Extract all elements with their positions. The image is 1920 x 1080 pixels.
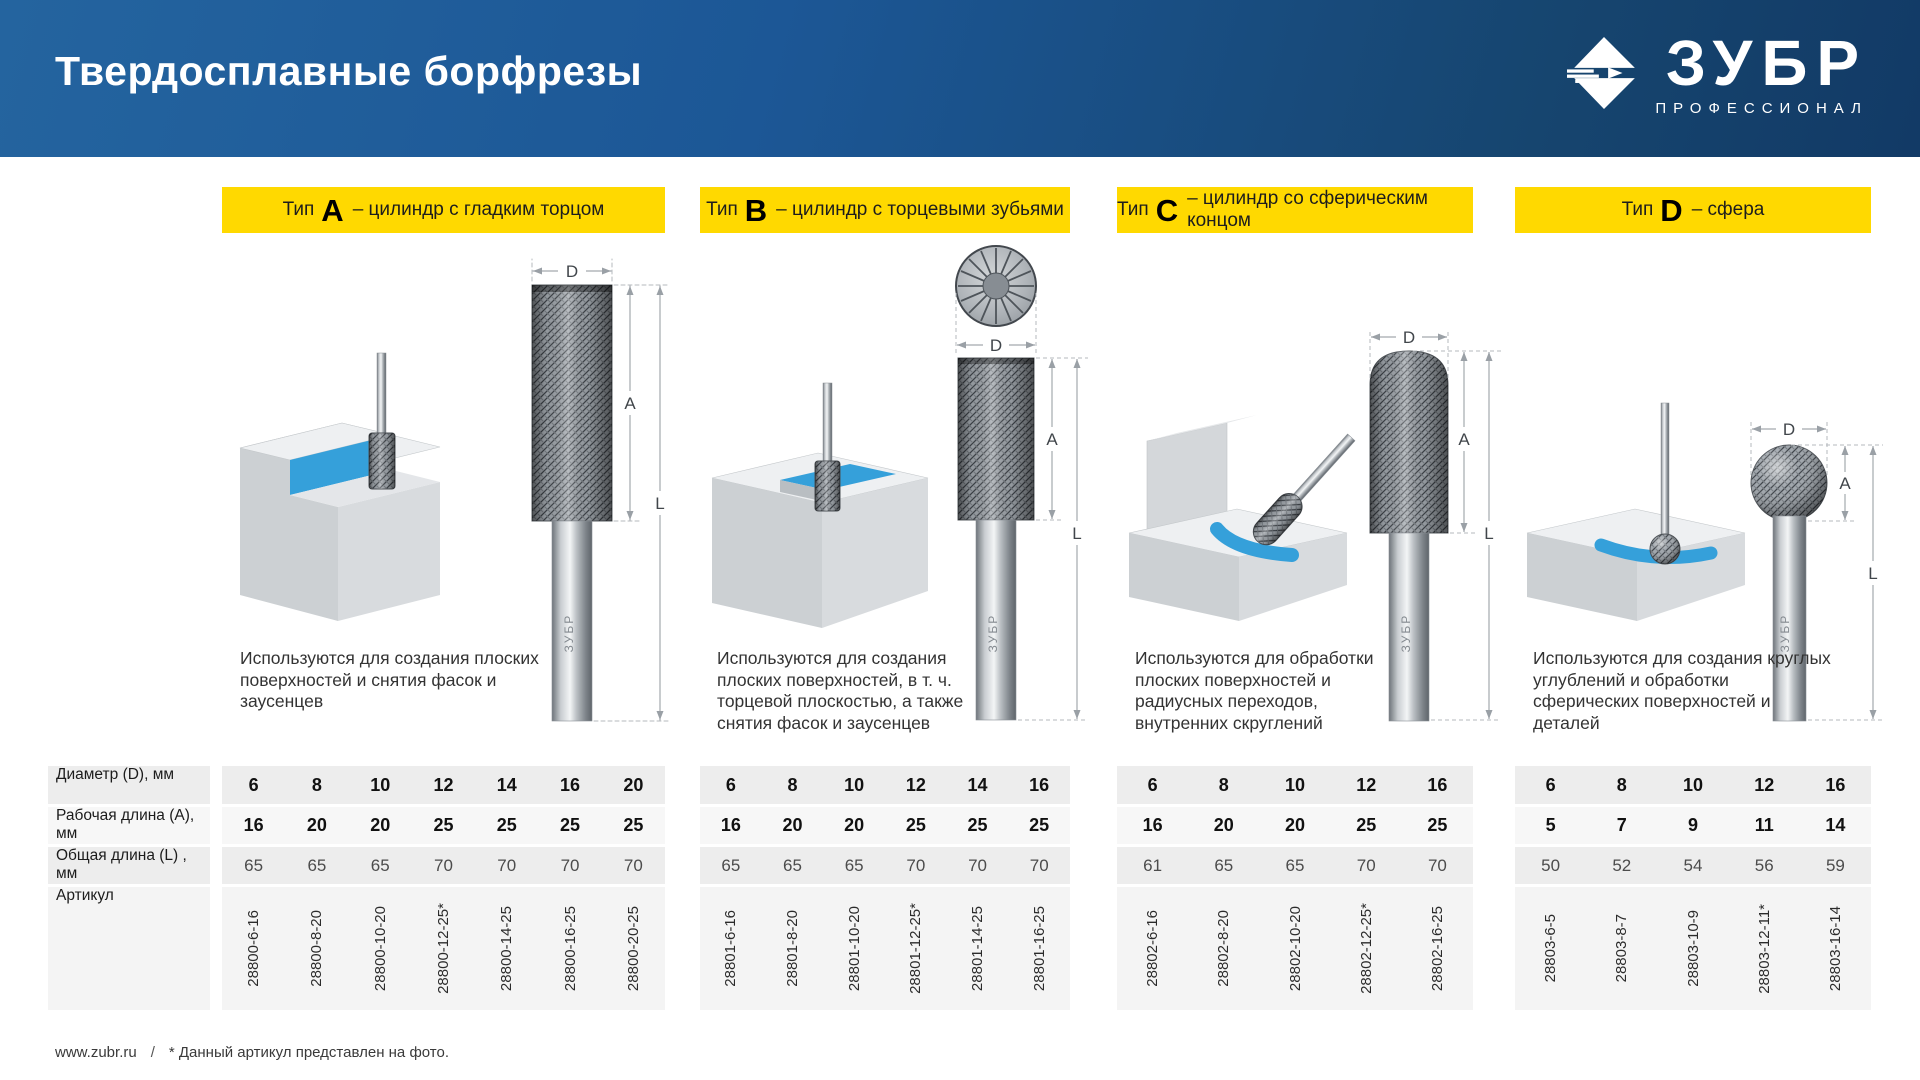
overall-length-value: 56 — [1754, 855, 1774, 875]
diameter-value: 12 — [433, 774, 454, 795]
brand-name: ЗУБР — [1665, 27, 1868, 99]
brand-logo — [1567, 27, 1868, 117]
working-length-value: 25 — [1356, 815, 1377, 835]
diameter-value: 20 — [623, 774, 644, 795]
overall-length-value: 70 — [906, 855, 926, 875]
diameter-value: 8 — [1218, 774, 1229, 795]
footer — [55, 1044, 449, 1061]
diameter-value: 14 — [496, 774, 517, 795]
type-prefix: Тип — [1621, 199, 1654, 220]
working-length-value: 25 — [1029, 815, 1050, 835]
overall-length-value: 70 — [1427, 855, 1447, 875]
overall-length-value: 70 — [1029, 855, 1049, 875]
overall-length-value: 65 — [1285, 855, 1305, 875]
footnote: * Данный артикул представлен на фото. — [168, 1044, 450, 1061]
dim-l-label: L — [655, 494, 665, 513]
working-length-value: 11 — [1754, 815, 1774, 835]
article-number: 28803-6-5 — [1542, 914, 1560, 983]
working-length-row — [1117, 807, 1473, 844]
working-length-value: 25 — [623, 815, 644, 835]
working-length-row — [222, 807, 665, 844]
overall-length-value: 54 — [1683, 855, 1703, 875]
type-prefix: Тип — [1117, 199, 1149, 220]
header-band — [0, 0, 1920, 157]
table-type-b — [700, 766, 1070, 1010]
row-label-working-length: Рабочая длина (A), мм — [48, 807, 210, 844]
working-length-value: 20 — [844, 815, 865, 835]
diameter-value: 16 — [560, 774, 581, 795]
working-length-value: 25 — [433, 815, 454, 835]
working-length-value: 25 — [967, 815, 988, 835]
banner-type-d — [1515, 187, 1871, 233]
diameter-value: 12 — [1356, 774, 1377, 795]
working-length-row — [700, 807, 1070, 844]
type-letter: D — [1660, 192, 1683, 228]
application-illustration-a — [240, 353, 440, 621]
dim-a-label: A — [1458, 430, 1470, 449]
overall-length-row — [1515, 847, 1871, 884]
overall-length-value: 50 — [1541, 855, 1561, 875]
working-length-row — [1515, 807, 1871, 844]
brand-text — [1655, 27, 1868, 117]
row-label-article: Артикул — [48, 887, 210, 1010]
shank-engraving: ЗУБР — [986, 613, 1000, 653]
article-number: 28800-14-25 — [498, 905, 516, 992]
diameter-value: 10 — [370, 774, 391, 795]
diameter-row — [222, 766, 665, 804]
dim-l-label: L — [1868, 564, 1878, 583]
article-number: 28803-10-9 — [1684, 910, 1702, 987]
type-letter: A — [321, 192, 344, 228]
application-illustration-c — [1129, 415, 1361, 621]
working-length-value: 20 — [370, 815, 391, 835]
article-number: 28800-10-20 — [371, 905, 389, 992]
working-length-value: 5 — [1545, 815, 1556, 835]
type-suffix: – цилиндр с гладким торцом — [352, 199, 605, 220]
overall-length-row — [700, 847, 1070, 884]
diameter-value: 16 — [1825, 774, 1846, 795]
diameter-value: 10 — [1682, 774, 1704, 795]
article-number: 28802-12-25* — [1357, 903, 1375, 994]
article-number: 28802-16-25 — [1428, 905, 1446, 992]
diameter-value: 8 — [1616, 774, 1627, 795]
type-letter: C — [1155, 192, 1179, 228]
table-type-a — [222, 766, 665, 1010]
diameter-row — [1515, 766, 1871, 804]
article-number: 28802-6-16 — [1144, 910, 1162, 987]
overall-length-value: 70 — [968, 855, 987, 875]
row-label-overall-length: Общая длина (L) , мм — [48, 847, 210, 884]
dim-d-label: D — [565, 262, 579, 281]
diameter-value: 6 — [1545, 774, 1556, 795]
dim-l-label: L — [1072, 524, 1082, 543]
overall-length-value: 65 — [244, 855, 264, 875]
application-illustration-b — [712, 383, 928, 628]
diameter-value: 12 — [1754, 774, 1775, 795]
zubr-logo-icon — [1567, 36, 1641, 110]
article-number: 28800-12-25* — [434, 903, 452, 994]
description-type-d: Используются для создания круглых углублений и обработки сферических поверхностей и деталей — [1533, 648, 1831, 734]
working-length-value: 20 — [782, 815, 803, 835]
working-length-value: 16 — [720, 815, 741, 835]
description-type-c: Используются для обработки плоских поверхностей и радиусных переходов, внутренних скруглений — [1135, 648, 1374, 734]
type-suffix: – цилиндр с торцевыми зубьями — [776, 199, 1064, 220]
diameter-value: 6 — [725, 774, 736, 795]
working-length-value: 7 — [1616, 815, 1627, 835]
dim-d-label: D — [989, 336, 1003, 355]
diameter-value: 6 — [1147, 774, 1158, 795]
shank-engraving: ЗУБР — [562, 613, 576, 653]
article-number: 28802-8-20 — [1215, 910, 1233, 987]
article-number: 28801-8-20 — [784, 910, 801, 987]
diameter-value: 10 — [844, 774, 865, 795]
working-length-value: 20 — [1213, 815, 1234, 835]
diameter-value: 10 — [1284, 774, 1306, 795]
article-row — [700, 887, 1070, 1010]
application-illustration-d — [1527, 403, 1745, 621]
overall-length-value: 52 — [1612, 855, 1632, 875]
site-url: www.zubr.ru — [55, 1044, 137, 1061]
article-number: 28801-6-16 — [722, 910, 740, 987]
table-type-d — [1515, 766, 1871, 1010]
dim-d-label: D — [1782, 420, 1796, 439]
banner-type-b — [700, 187, 1070, 233]
diameter-row — [700, 766, 1070, 804]
overall-length-value: 65 — [721, 855, 741, 875]
shank-engraving: ЗУБР — [1399, 613, 1413, 653]
type-prefix: Тип — [706, 199, 738, 220]
table-type-c — [1117, 766, 1473, 1010]
diameter-value: 16 — [1427, 774, 1448, 795]
type-prefix: Тип — [282, 199, 315, 220]
overall-length-value: 65 — [307, 855, 327, 875]
article-number: 28803-16-14 — [1826, 905, 1844, 992]
type-suffix: – сфера — [1691, 199, 1765, 220]
working-length-value: 25 — [1427, 815, 1448, 835]
overall-length-row — [222, 847, 665, 884]
article-row — [1117, 887, 1473, 1010]
overall-length-value: 65 — [783, 855, 802, 875]
diameter-value: 16 — [1029, 774, 1050, 795]
working-length-value: 20 — [1284, 815, 1306, 835]
diameter-value: 12 — [905, 774, 926, 795]
diameter-value: 8 — [787, 774, 798, 795]
description-type-b: Используются для создания плоских поверхностей, в т. ч. торцевой плоскостью, а также снятия фасок и заусенцев — [717, 648, 964, 734]
dim-a-label: A — [624, 394, 636, 413]
dim-a-label: A — [1839, 474, 1851, 493]
overall-length-value: 70 — [1356, 855, 1376, 875]
article-number: 28800-6-16 — [245, 910, 263, 987]
table-row-labels — [48, 766, 210, 1010]
working-length-value: 16 — [243, 815, 264, 835]
working-length-value: 9 — [1688, 815, 1699, 835]
diameter-value: 14 — [967, 774, 988, 795]
overall-length-value: 70 — [623, 855, 643, 875]
brand-subtitle: ПРОФЕССИОНАЛ — [1655, 100, 1868, 117]
article-row — [222, 887, 665, 1010]
working-length-value: 16 — [1142, 815, 1163, 835]
working-length-value: 20 — [306, 815, 327, 835]
type-letter: B — [744, 192, 768, 228]
description-type-a: Используются для создания плоских поверхностей и снятия фасок и заусенцев — [240, 648, 539, 712]
overall-length-value: 70 — [560, 855, 580, 875]
dim-l-label: L — [1484, 524, 1494, 543]
article-number: 28801-12-25* — [907, 903, 925, 994]
article-number: 28800-20-25 — [624, 905, 642, 992]
dim-d-label: D — [1402, 328, 1416, 347]
article-number: 28801-16-25 — [1030, 905, 1048, 992]
end-teeth-top-view — [956, 246, 1036, 326]
overall-length-value: 59 — [1825, 855, 1845, 875]
working-length-value: 25 — [560, 815, 581, 835]
article-row — [1515, 887, 1871, 1010]
article-number: 28800-16-25 — [561, 905, 579, 992]
article-number: 28801-14-25 — [969, 905, 987, 992]
footer-separator: / — [150, 1044, 155, 1061]
article-number: 28800-8-20 — [308, 910, 326, 987]
banner-type-a — [222, 187, 665, 233]
overall-length-value: 65 — [1214, 855, 1234, 875]
diameter-row — [1117, 766, 1473, 804]
working-length-value: 25 — [496, 815, 517, 835]
working-length-value: 14 — [1825, 815, 1846, 835]
overall-length-value: 70 — [434, 855, 453, 875]
dim-a-label: A — [1046, 430, 1058, 449]
diameter-value: 8 — [311, 774, 322, 795]
overall-length-value: 65 — [370, 855, 390, 875]
article-number: 28803-8-7 — [1613, 914, 1631, 983]
type-suffix: – цилиндр со сферическим концом — [1187, 188, 1428, 231]
page-title: Твердосплавные борфрезы — [55, 48, 643, 94]
diameter-value: 6 — [248, 774, 259, 795]
row-label-diameter: Диаметр (D), мм — [48, 766, 210, 804]
banner-type-c — [1117, 187, 1473, 233]
shank-engraving: ЗУБР — [1778, 613, 1792, 653]
article-number: 28802-10-20 — [1286, 905, 1304, 992]
overall-length-row — [1117, 847, 1473, 884]
overall-length-value: 61 — [1143, 855, 1163, 875]
working-length-value: 25 — [905, 815, 926, 835]
overall-length-value: 70 — [497, 855, 517, 875]
article-number: 28803-12-11* — [1755, 903, 1773, 994]
article-number: 28801-10-20 — [845, 905, 863, 992]
overall-length-value: 65 — [844, 855, 864, 875]
